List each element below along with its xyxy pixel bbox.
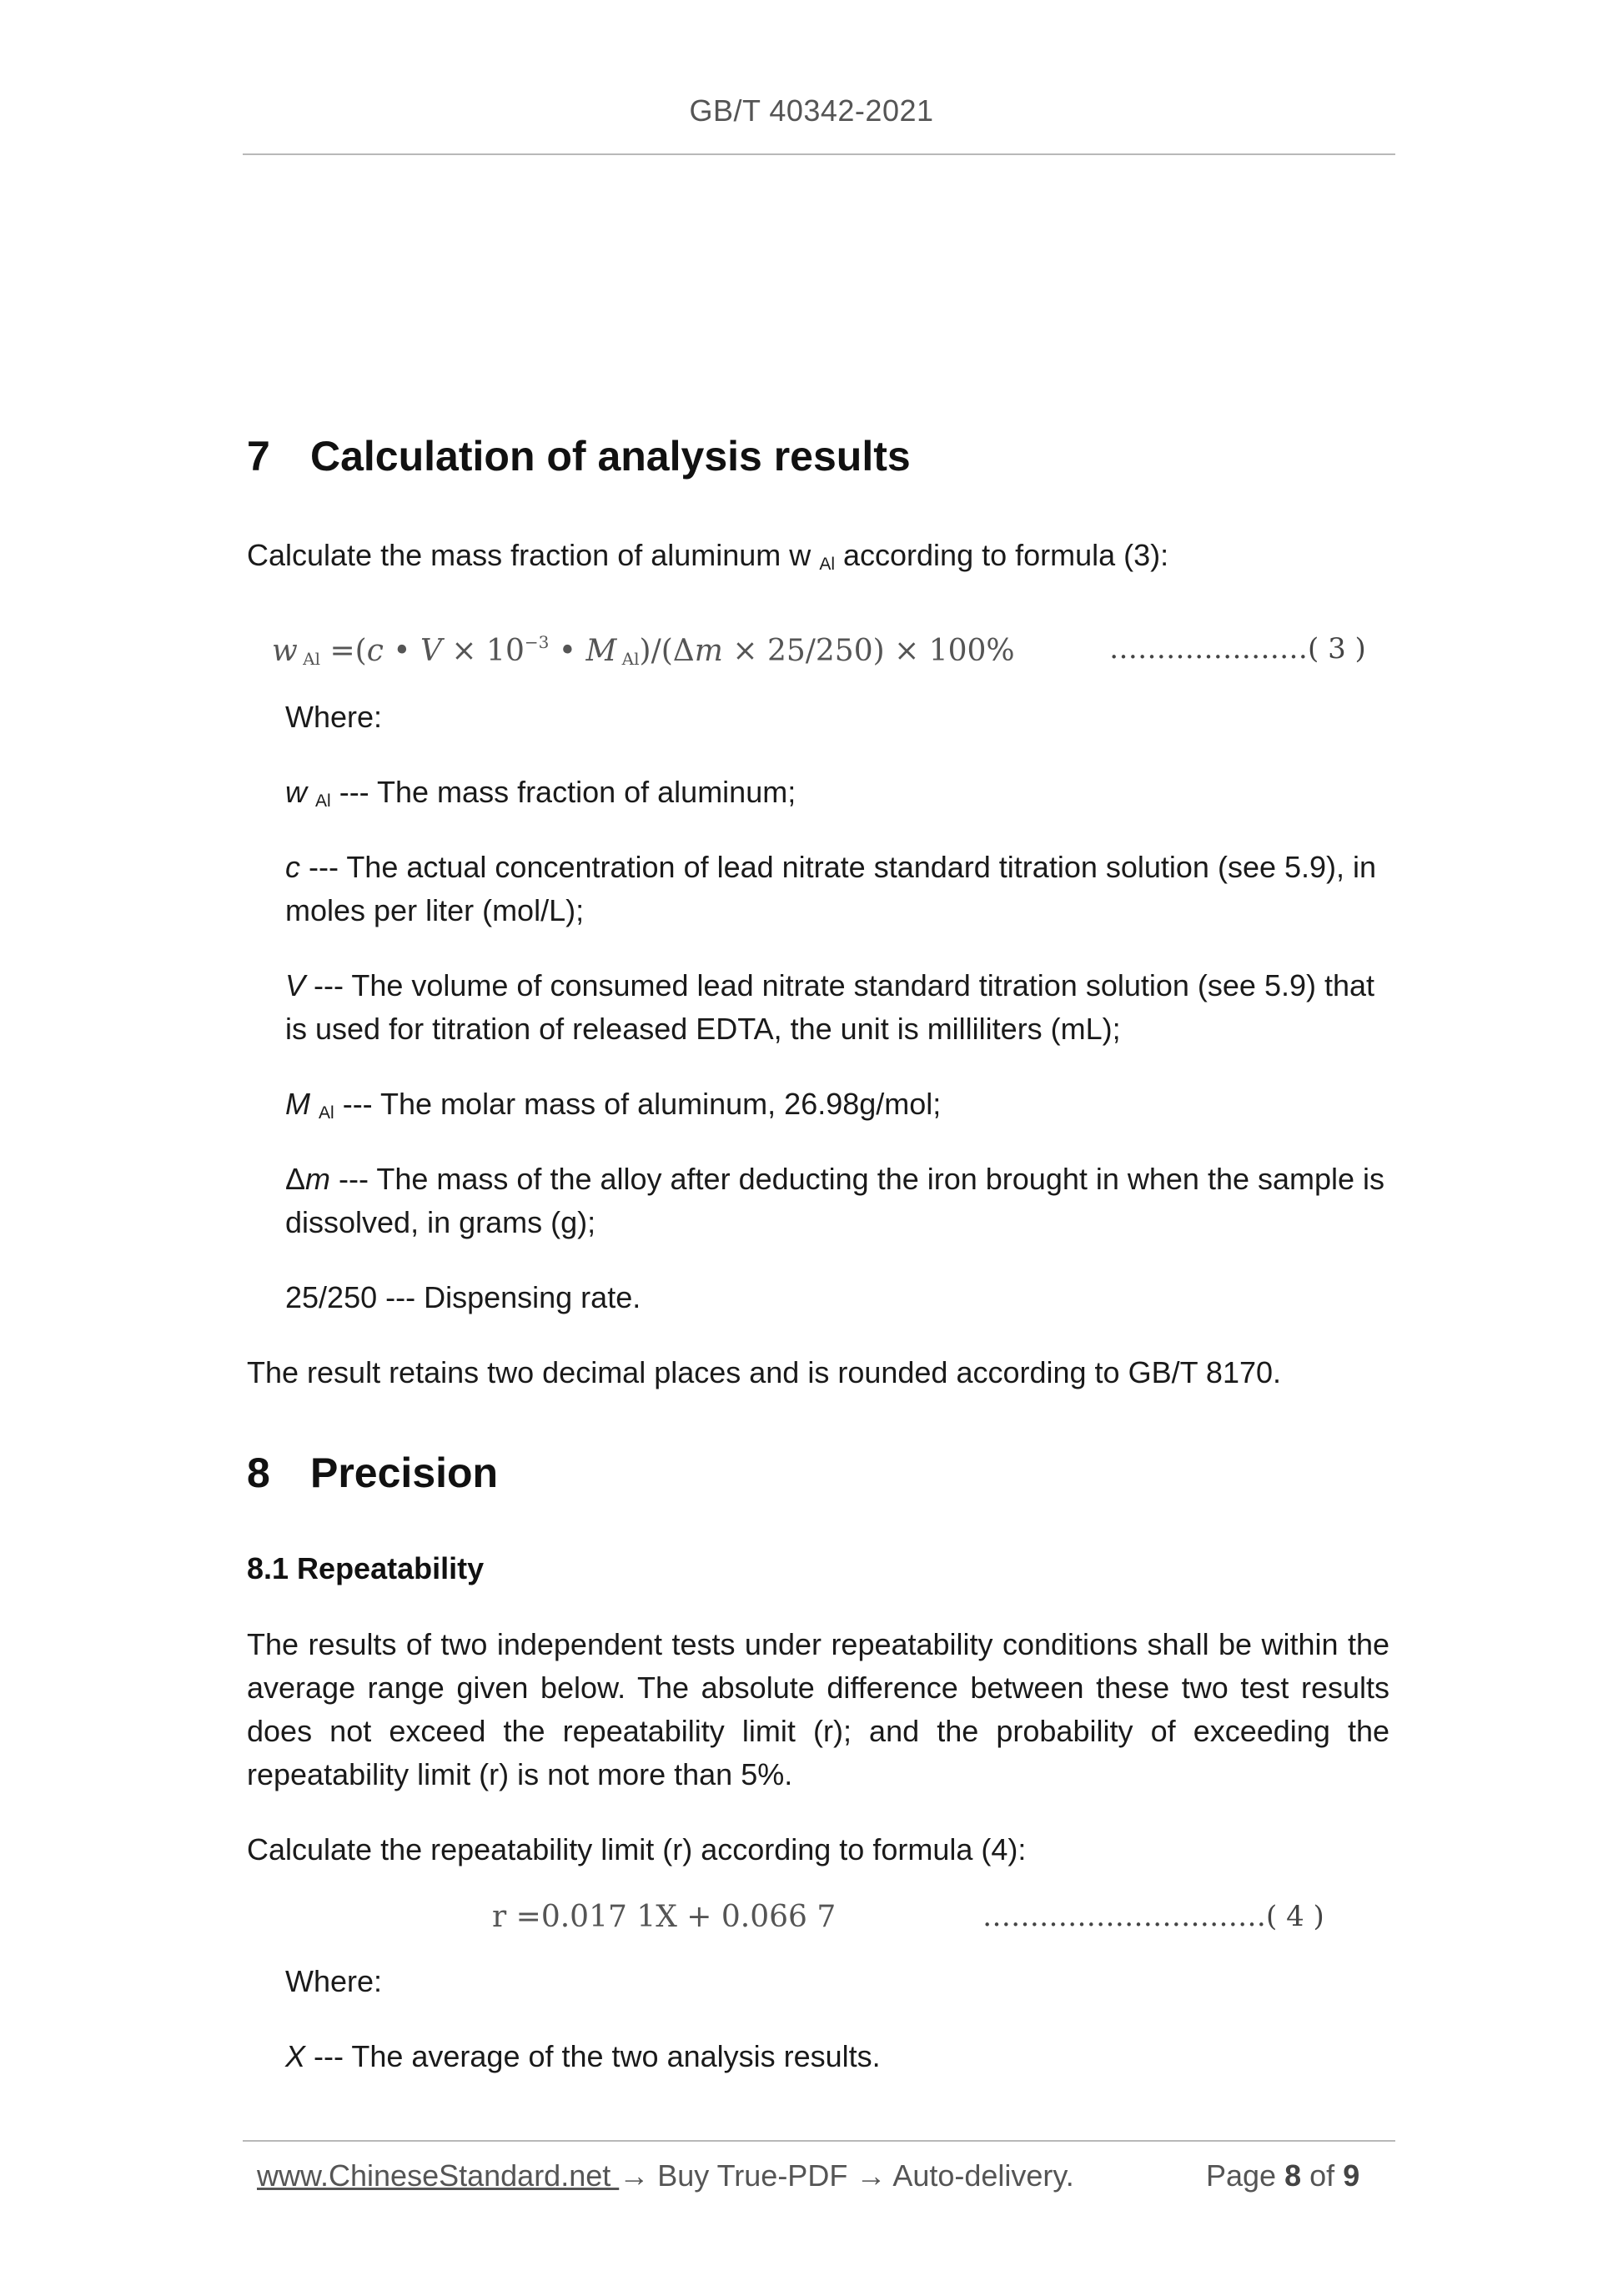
definition-delta-m: Δm --- The mass of the alloy after deducting the iron brought in when the sample is dissolved, in grams (g); [285,1162,1385,1239]
definition-x: X --- The average of the two analysis results. [285,2039,881,2073]
repeatability-paragraph: The results of two independent tests under repeatability conditions shall be within the average range given below. The absolute difference between these two test results does not exceed the repeatability limit (r); and the probability of exceeding the repeatability limit (r) is not more than 5%. [247,1627,1389,1791]
subsection-heading: 8.1 Repeatability [247,1551,485,1585]
header-doc-code: GB/T 40342-2021 [689,93,934,128]
definition-m: M $_{Al}$ --- The molar mass of aluminum, 26.98g/mol; [285,1087,942,1123]
formula-4-number: …………………………( 4 ) [982,1900,1324,1933]
section-8-heading [247,1449,498,1497]
page-indicator: Page 8 of 9 [1206,2158,1360,2193]
where-label-2: Where: [285,1964,383,1998]
footer-promo-text: → Buy True-PDF → Auto-delivery. [619,2158,1074,2193]
section-title: Precision [310,1449,499,1496]
total-pages: 9 [1343,2158,1360,2193]
formula-3-number: …………………( 3 ) [1109,632,1366,666]
section-number: 7 [247,433,270,480]
result-note: The result retains two decimal places and is rounded according to GB/T 8170. [247,1355,1282,1389]
definition-ratio: 25/250 --- Dispensing rate. [285,1280,641,1314]
section-number: 8 [247,1449,270,1496]
section-7-heading [247,432,911,480]
definition-w: w $_{Al}$ --- The mass fraction of aluminum; [285,775,796,811]
website-link[interactable]: www.ChineseStandard.net [257,2158,620,2193]
formula-3: w Al =(c • $V \times 10^{-3}$ • M Al)/(Δm × 25/250) × 100% [272,632,1015,669]
current-page: 8 [1284,2158,1302,2193]
formula-4-intro: Calculate the repeatability limit (r) according to formula (4): [247,1832,1027,1866]
header-divider [243,153,1395,155]
footer-promo [257,2158,1074,2193]
formula-4: r =0.017 1X + 0.066 7 [492,1900,837,1934]
where-label: Where: [285,700,383,734]
intro-paragraph: Calculate the mass fraction of aluminum w $_{Al}$ according to formula (3): [247,538,1169,574]
definition-c: c --- The actual concentration of lead nitrate standard titration solution (see 5.9), in moles per liter (mol/L); [285,850,1377,927]
definition-v: V --- The volume of consumed lead nitrate standard titration solution (see 5.9) that is used for titration of released EDTA, the unit is milliliters (mL); [285,968,1375,1046]
section-title: Calculation of analysis results [310,433,911,480]
footer-divider [243,2140,1395,2142]
